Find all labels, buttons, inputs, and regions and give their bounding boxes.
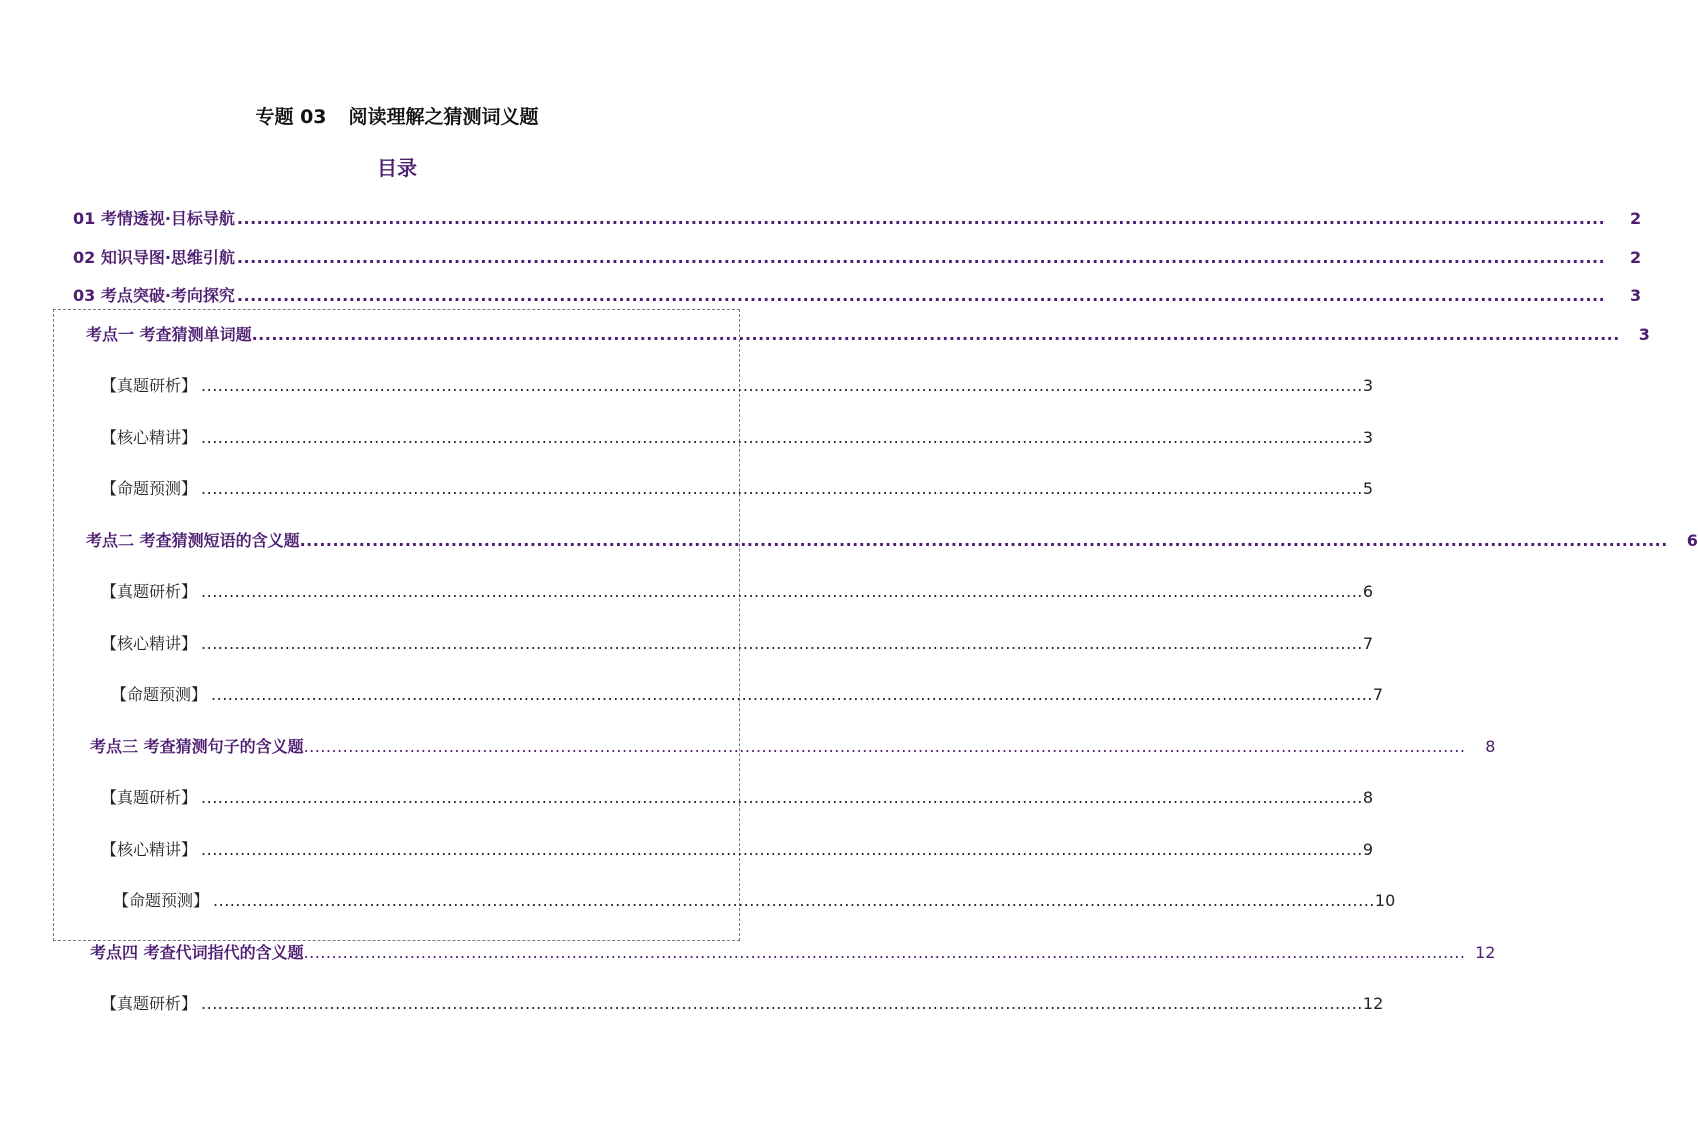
toc-entry-k1-core[interactable] [101,425,1374,448]
toc-entry-label: 考点一 考查猜测单词题 [86,325,252,344]
toc-leader-dots: ................................................................................................................................................................................................................ [236,209,1606,228]
toc-page-number: 7 [1372,685,1384,704]
toc-leader-dots: ................................................................................................................................................................................................................ [201,840,1363,859]
page-title [0,102,794,129]
toc-heading: 目录 [377,156,417,180]
toc-page-number: 12 [1362,994,1384,1013]
toc-entry-k2-core[interactable] [101,631,1374,654]
toc-entry-label: 【真题研析】 [101,788,198,807]
toc-entry-01[interactable] [73,206,1642,229]
toc-entry-label: 考点四 考查代词指代的含义题 [90,943,304,962]
toc-page-number: 8 [1485,737,1496,756]
toc-leader-dots: ................................................................................................................................................................................................................ [251,325,1620,344]
toc-leader-dots: ................................................................................................................................................................................................................ [303,737,1466,756]
toc-entry-label: 【命题预测】 [111,685,208,704]
toc-entry-k4-real-exam[interactable] [101,991,1384,1014]
toc-entry-label: 【命题预测】 [113,891,210,910]
toc-entry-k3-real-exam[interactable] [101,785,1374,808]
toc-page-number: 5 [1362,479,1374,498]
toc-entry-03[interactable] [73,283,1642,306]
toc-entry-k3-predict[interactable] [113,888,1396,911]
toc-entry-02[interactable] [73,245,1642,268]
toc-leader-dots: ................................................................................................................................................................................................................ [236,248,1606,267]
toc-entry-k1-predict[interactable] [101,476,1374,499]
toc-entry-kaodian-2[interactable] [86,528,1698,551]
toc-entry-label: 【核心精讲】 [101,634,198,653]
toc-page-number: 6 [1686,531,1698,550]
toc-entry-label: 【核心精讲】 [101,428,198,447]
toc-page-number: 9 [1362,840,1374,859]
toc-page-number: 2 [1630,248,1642,267]
toc-entry-k2-predict[interactable] [111,682,1384,705]
toc-leader-dots: ................................................................................................................................................................................................................ [201,994,1363,1013]
toc-entry-label: 【命题预测】 [101,479,198,498]
toc-entry-kaodian-3[interactable] [90,734,1496,757]
toc-entry-label: 02 知识导图·思维引航 [73,248,235,267]
toc-leader-dots: ................................................................................................................................................................................................................ [201,428,1363,447]
toc-entry-label: 03 考点突破·考向探究 [73,286,235,305]
toc-entry-k2-real-exam[interactable] [101,579,1374,602]
toc-entry-label: 【真题研析】 [101,376,198,395]
toc-page-number: 10 [1374,891,1396,910]
toc-leader-dots: ................................................................................................................................................................................................................ [236,286,1606,305]
toc-page-number: 3 [1630,286,1642,305]
toc-leader-dots: ................................................................................................................................................................................................................ [213,891,1375,910]
toc-page-number: 2 [1630,209,1642,228]
toc-page-number: 3 [1638,325,1650,344]
toc-entry-k3-core[interactable] [101,837,1374,860]
toc-page-number: 8 [1362,788,1374,807]
toc-leader-dots: ................................................................................................................................................................................................................ [201,582,1363,601]
toc-page-number: 6 [1362,582,1374,601]
toc-leader-dots: ................................................................................................................................................................................................................ [201,634,1363,653]
toc-entry-label: 【核心精讲】 [101,840,198,859]
toc-entry-label: 【真题研析】 [101,582,198,601]
toc-entry-k1-real-exam[interactable] [101,373,1374,396]
toc-leader-dots: ................................................................................................................................................................................................................ [299,531,1668,550]
title-prefix: 专题 03 [255,106,327,128]
title-main: 阅读理解之猜测词义题 [348,106,539,128]
toc-leader-dots: ................................................................................................................................................................................................................ [201,788,1363,807]
toc-leader-dots: ................................................................................................................................................................................................................ [201,376,1363,395]
toc-leader-dots: ................................................................................................................................................................................................................ [211,685,1373,704]
toc-entry-label: 01 考情透视·目标导航 [73,209,235,228]
toc-leader-dots: ................................................................................................................................................................................................................ [303,943,1466,962]
toc-page-number: 7 [1362,634,1374,653]
toc-entry-kaodian-4[interactable] [90,940,1496,963]
toc-page-number: 3 [1362,376,1374,395]
toc-page-number: 3 [1362,428,1374,447]
toc-leader-dots: ................................................................................................................................................................................................................ [201,479,1363,498]
toc-page-number: 12 [1475,943,1496,962]
toc-entry-kaodian-1[interactable] [86,322,1650,345]
toc-entry-label: 【真题研析】 [101,994,198,1013]
toc-entry-label: 考点二 考查猜测短语的含义题 [86,531,300,550]
toc-entry-label: 考点三 考查猜测句子的含义题 [90,737,304,756]
